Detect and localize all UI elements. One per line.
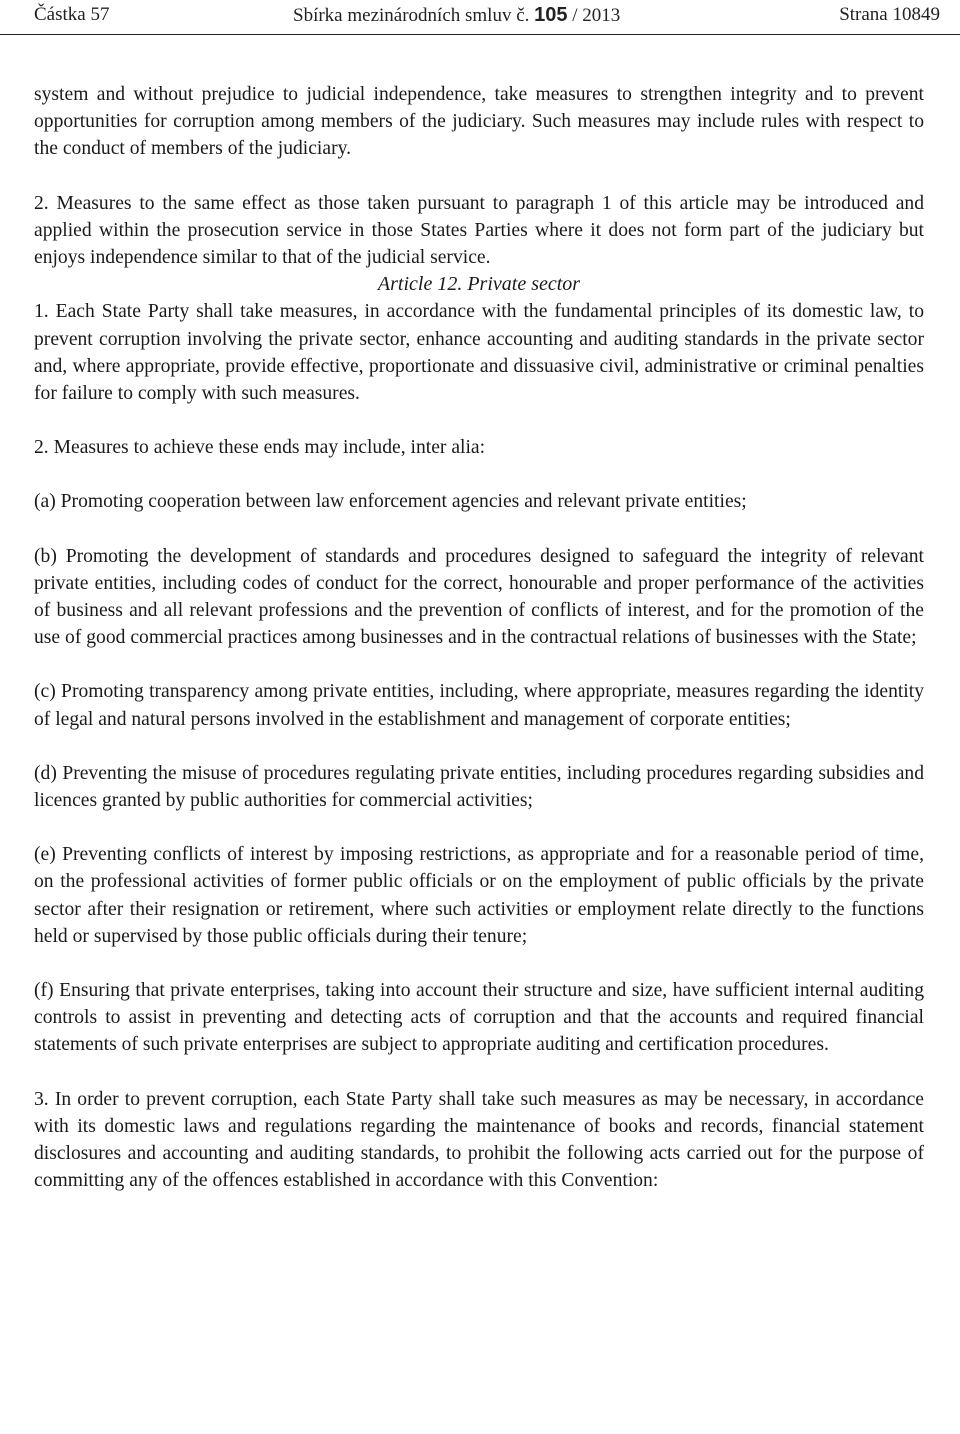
list-item-e: (e) Preventing conflicts of interest by imposing restrictions, as appropriate and for a reasonable period of time, on the professional activities of former public officials or on the employment of public officials by the private sector after their resignation or retirement, where such activities or employment relate directly to the functions held or supervised by those public officials during their tenure; [34, 844, 924, 947]
article-12-paragraph-1: 1. Each State Party shall take measures, in accordance with the fundamental principles of its domestic law, to prevent corruption involving the private sector, enhance accounting and auditing standards in the private sector and, where appropriate, provide effective, proportionate and dissuasive civil, administrative or criminal penalties for failure to comply with such measures. [34, 301, 924, 405]
collection-label [293, 4, 620, 27]
collection-year: / 2013 [572, 5, 621, 26]
list-item-a: (a) Promoting cooperation between law enforcement agencies and relevant private entities; [34, 491, 747, 513]
article-title: Article 12. Private sector [377, 273, 581, 296]
list-item-b: (b) Promoting the development of standards and procedures designed to safeguard the integrity of relevant private entities, including codes of conduct for the correct, honourable and proper performance of the activities of business and all relevant professions and the prevention of conflicts of interest, and for the promotion of the use of good commercial practices among businesses and in the contractual relations of businesses with the State; [34, 545, 924, 649]
list-item-d: (d) Preventing the misuse of procedures regulating private entities, including procedures regarding subsidies and licences granted by public authorities for commercial activities; [34, 762, 924, 812]
page-header [0, 0, 960, 35]
article-12-paragraph-2: 2. Measures to achieve these ends may include, inter alia: [34, 437, 486, 459]
collection-number: 105 [534, 4, 568, 26]
article-12-paragraph-3: 3. In order to prevent corruption, each State Party shall take such measures as may be necessary, in accordance with its domestic laws and regulations regarding the maintenance of books and records, financial statement disclosures and accounting and auditing standards, to prohibit the following acts carried out for the purpose of committing any of the offences established in accordance with this Convention: [34, 1088, 924, 1192]
page-number: Strana 10849 [839, 4, 940, 25]
list-item-f: (f) Ensuring that private enterprises, taking into account their structure and size, have sufficient internal auditing controls to assist in preventing and detecting acts of corruption and that the accounts and required financial statements of such private enterprises are subject to appropriate auditing and certification procedures. [34, 980, 924, 1056]
paragraph-2: 2. Measures to the same effect as those taken pursuant to paragraph 1 of this article may be introduced and applied within the prosecution service in those States Parties where it does not form part of the judiciary but enjoys independence similar to that of the judicial service. [34, 192, 924, 269]
part-label: Částka 57 [34, 4, 110, 25]
collection-prefix: Sbírka mezinárodních smluv č. [293, 5, 530, 26]
list-item-c: (c) Promoting transparency among private entities, including, where appropriate, measures regarding the identity of legal and natural persons involved in the establishment and management of corporate entities; [34, 681, 924, 730]
paragraph-intro: system and without prejudice to judicial independence, take measures to strengthen integrity and to prevent opportunities for corruption among members of the judiciary. Such measures may include rules with respect to the conduct of members of the judiciary. [34, 84, 924, 160]
document-body [34, 81, 924, 1195]
